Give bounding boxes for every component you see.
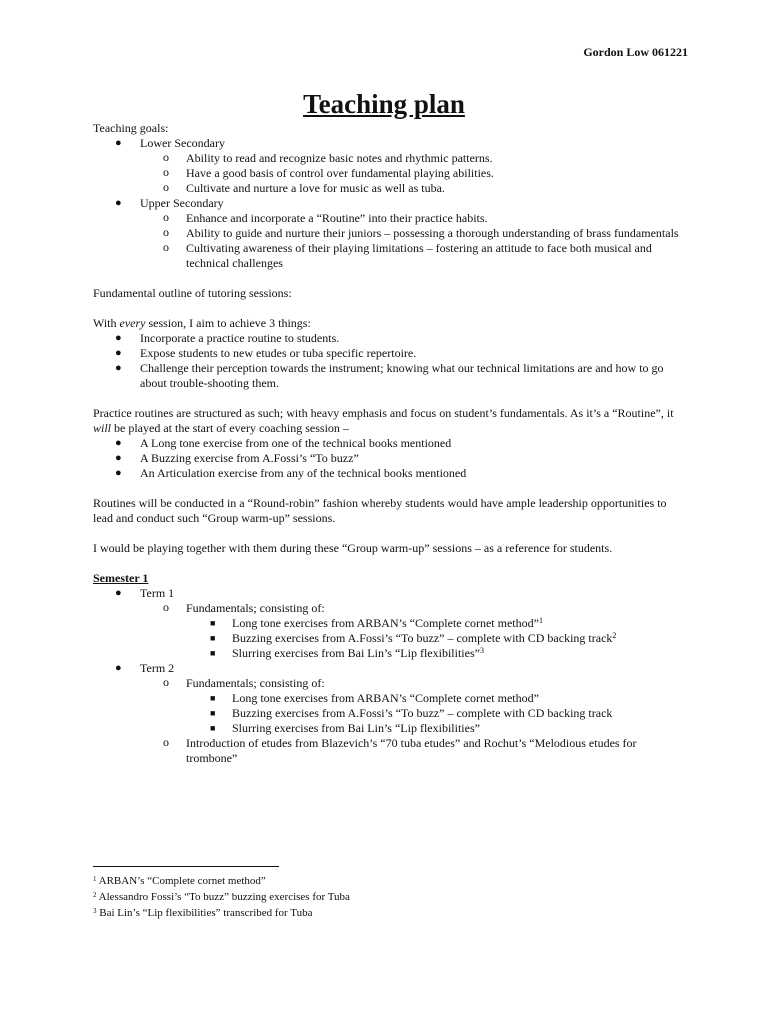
goal-level-label: Lower Secondary (140, 136, 225, 150)
circle-bullet-icon: o (163, 225, 169, 239)
square-bullet-icon: ■ (210, 618, 216, 628)
outline-intro-start: With (93, 316, 120, 330)
circle-bullet-icon: o (163, 165, 169, 179)
goal-text: Enhance and incorporate a “Routine” into their practice habits. (186, 211, 488, 225)
square-bullet-icon: ■ (210, 648, 216, 658)
footnote-text: ARBAN’s “Complete cornet method” (98, 875, 266, 887)
list-item (186, 691, 683, 706)
list-item (186, 616, 683, 631)
list-item (186, 631, 683, 646)
routines-paragraph (93, 406, 683, 436)
routine-items-list (93, 436, 683, 481)
outline-intro (93, 316, 683, 331)
list-item (93, 586, 683, 661)
author-header: Gordon Low 061221 (583, 45, 688, 59)
term1-exercises (186, 616, 683, 661)
list-item (140, 736, 683, 766)
bullet-icon: ● (115, 347, 122, 359)
term1-list (140, 601, 683, 661)
semester-heading: Semester 1 (93, 571, 149, 585)
bullet-icon: ● (115, 662, 122, 674)
list-item (93, 331, 683, 346)
footnote-ref[interactable]: 1 (538, 616, 543, 625)
exercise-text: Long tone exercises from ARBAN’s “Complete cornet method” (232, 691, 539, 705)
list-item (186, 646, 683, 661)
aim-text: Expose students to new etudes or tuba specific repertoire. (140, 346, 417, 360)
routines-paragraph-end: be played at the start of every coaching session – (111, 421, 349, 435)
list-item (93, 466, 683, 481)
footnote-text: Alessandro Fossi’s “To buzz” buzzing exercises for Tuba (98, 891, 350, 903)
goal-text: Ability to guide and nurture their juniors – possessing a thorough understanding of brass fundamentals (186, 226, 679, 240)
goal-text: Have a good basis of control over fundamental playing abilities. (186, 166, 494, 180)
list-item (93, 346, 683, 361)
routine-text: A Buzzing exercise from A.Fossi’s “To buzz” (140, 451, 359, 465)
square-bullet-icon: ■ (210, 708, 216, 718)
routine-text: A Long tone exercise from one of the technical books mentioned (140, 436, 452, 450)
page-title: Teaching plan (303, 89, 465, 119)
list-item (186, 721, 683, 736)
aim-text: Challenge their perception towards the instrument; knowing what our technical limitations are and how to go about trouble-shooting them. (140, 361, 664, 390)
footnotes (93, 873, 683, 921)
bullet-icon: ● (115, 332, 122, 344)
footnote (93, 873, 683, 889)
exercise-text: Slurring exercises from Bai Lin’s “Lip flexibilities” (232, 721, 480, 735)
goal-text: Ability to read and recognize basic notes and rhythmic patterns. (186, 151, 493, 165)
etudes-text: Introduction of etudes from Blazevich’s “70 tuba etudes” and Rochut’s “Melodious etudes for trombone” (186, 736, 637, 765)
circle-bullet-icon: o (163, 240, 169, 254)
lower-secondary-goals (140, 151, 683, 196)
goal-text: Cultivating awareness of their playing limitations – fostering an attitude to face both musical and technical challenges (186, 241, 652, 270)
term-label: Term 2 (140, 661, 175, 675)
bullet-icon: ● (115, 467, 122, 479)
square-bullet-icon: ■ (210, 723, 216, 733)
list-item (93, 136, 683, 196)
teaching-goals-heading: Teaching goals: (93, 121, 169, 135)
list-item (140, 241, 683, 271)
bullet-icon: ● (115, 362, 122, 374)
list-item (140, 676, 683, 736)
footnote-number: 3 (93, 907, 97, 915)
footnote-divider (93, 866, 279, 867)
routine-text: An Articulation exercise from any of the technical books mentioned (140, 466, 467, 480)
goal-text: Cultivate and nurture a love for music as well as tuba. (186, 181, 445, 195)
circle-bullet-icon: o (163, 675, 169, 689)
bullet-icon: ● (115, 197, 122, 209)
outline-heading: Fundamental outline of tutoring sessions: (93, 286, 292, 300)
square-bullet-icon: ■ (210, 693, 216, 703)
list-item (93, 451, 683, 466)
aim-text: Incorporate a practice routine to students. (140, 331, 340, 345)
list-item (140, 151, 683, 166)
list-item (93, 661, 683, 766)
footnote-ref[interactable]: 2 (612, 631, 617, 640)
term-label: Term 1 (140, 586, 175, 600)
circle-bullet-icon: o (163, 180, 169, 194)
list-item (140, 211, 683, 226)
outline-intro-emphasis: every (119, 316, 146, 330)
teaching-goals-list (93, 136, 683, 271)
term2-list (140, 676, 683, 766)
document-body (93, 121, 683, 766)
exercise-text: Buzzing exercises from A.Fossi’s “To buzz” – complete with CD backing track (232, 706, 613, 720)
circle-bullet-icon: o (163, 735, 169, 749)
footnote-ref[interactable]: 3 (479, 646, 484, 655)
outline-intro-end: session, I aim to achieve 3 things: (145, 316, 311, 330)
upper-secondary-goals (140, 211, 683, 271)
session-aims-list (93, 331, 683, 391)
footnote-text: Bai Lin’s “Lip flexibilities” transcribed for Tuba (99, 907, 313, 919)
exercise-text: Long tone exercises from ARBAN’s “Complete cornet method” (232, 616, 539, 630)
list-item (186, 706, 683, 721)
footnote (93, 889, 683, 905)
goal-level-label: Upper Secondary (140, 196, 224, 210)
list-item (140, 601, 683, 661)
routines-paragraph-emphasis: will (93, 421, 112, 435)
exercise-text: Slurring exercises from Bai Lin’s “Lip flexibilities” (232, 646, 480, 660)
group-warmup-paragraph: I would be playing together with them during these “Group warm-up” sessions – as a reference for students. (93, 541, 613, 555)
bullet-icon: ● (115, 437, 122, 449)
bullet-icon: ● (115, 452, 122, 464)
list-item (140, 166, 683, 181)
semester-terms-list (93, 586, 683, 766)
list-item (93, 436, 683, 451)
list-item (140, 226, 683, 241)
fundamentals-label: Fundamentals; consisting of: (186, 601, 325, 615)
term2-exercises (186, 691, 683, 736)
circle-bullet-icon: o (163, 210, 169, 224)
bullet-icon: ● (115, 137, 122, 149)
square-bullet-icon: ■ (210, 633, 216, 643)
routines-paragraph-start: Practice routines are structured as such; with heavy emphasis and focus on student’s fundamentals. As it’s a “Routine”, it (93, 406, 674, 420)
exercise-text: Buzzing exercises from A.Fossi’s “To buzz” – complete with CD backing track (232, 631, 613, 645)
list-item (93, 361, 683, 391)
circle-bullet-icon: o (163, 150, 169, 164)
footnote (93, 905, 683, 921)
bullet-icon: ● (115, 587, 122, 599)
footnote-number: 1 (93, 875, 97, 883)
list-item (93, 196, 683, 271)
circle-bullet-icon: o (163, 600, 169, 614)
round-robin-paragraph: Routines will be conducted in a “Round-robin” fashion whereby students would have ample leadership opportunities to lead and conduct such “Group warm-up” sessions. (93, 496, 667, 525)
fundamentals-label: Fundamentals; consisting of: (186, 676, 325, 690)
footnote-number: 2 (93, 891, 97, 899)
list-item (140, 181, 683, 196)
